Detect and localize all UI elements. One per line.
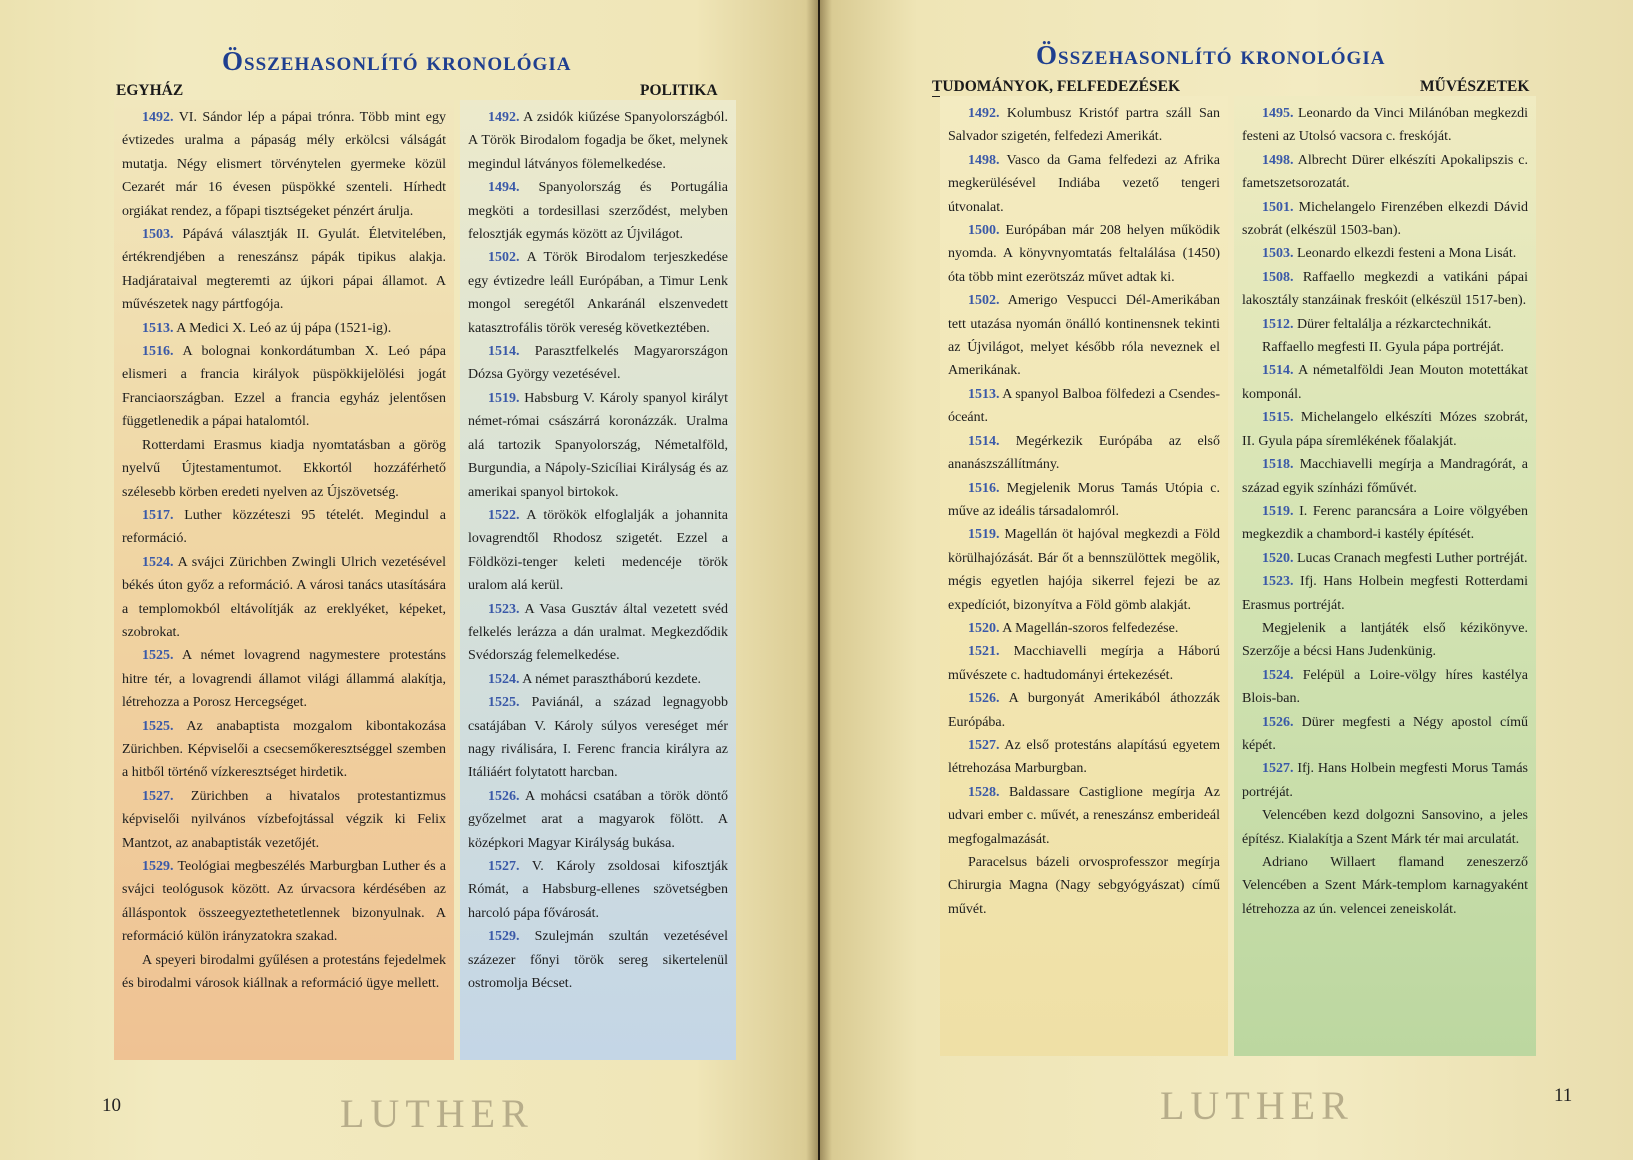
entry-text: A német parasztháború kezdete. xyxy=(519,671,702,687)
entry-text: Dürer feltalálja a rézkarctechnikát. xyxy=(1293,316,1492,332)
chronology-entry xyxy=(122,434,446,504)
entry-year: 1503. xyxy=(142,227,174,243)
chronology-entry xyxy=(948,477,1220,524)
entry-year: 1492. xyxy=(142,110,174,125)
chronology-entry xyxy=(1242,266,1528,313)
entry-year: 1526. xyxy=(1262,714,1294,730)
entry-year: 1518. xyxy=(1262,457,1294,473)
entry-text: Lucas Cranach megfesti Luther portréját. xyxy=(1293,550,1528,566)
page-number-left: 10 xyxy=(102,1095,121,1116)
entry-year: 1494. xyxy=(488,180,520,196)
entry-year: 1516. xyxy=(968,480,1000,496)
chronology-entry xyxy=(468,176,728,246)
entry-text: Magellán öt hajóval megkezdi a Föld körülhajózását. Bár őt a bennszülöttek megölik, mégis egyetlen hajója sikerrel fejezi be az expedíciót, bizonyítva a Föld gömb alakját. xyxy=(948,527,1220,613)
entry-text: Teológiai megbeszélés Marburgban Luther és a svájci teológusok között. Az úrvacsora kérdésében az álláspontok összeegyeztethetetlennek bizonyulnak. A reformáció külön irányzatokra szakad. xyxy=(122,859,446,945)
chronology-entry xyxy=(1242,406,1528,453)
entry-year: 1529. xyxy=(142,859,174,874)
chronology-entry xyxy=(948,734,1220,781)
entry-text: Michelangelo elkészíti Mózes szobrát, II. Gyula pápa síremlékének főalakját. xyxy=(1242,410,1528,449)
chronology-entry xyxy=(948,781,1220,851)
entry-text: Spanyolország és Portugália megköti a tordesillasi szerződést, melyben felosztják egymás között az Újvilágot. xyxy=(468,180,728,243)
science-column xyxy=(940,96,1228,1056)
right-page-title: Összehasonlító kronológia xyxy=(1036,40,1386,70)
chronology-entry xyxy=(1242,102,1528,149)
entry-text: Megérkezik Európába az első ananászszállítmány. xyxy=(948,433,1220,473)
entry-year: 1492. xyxy=(968,106,1000,121)
page-number-right: 11 xyxy=(1554,1085,1573,1106)
chronology-entry xyxy=(1242,757,1528,804)
entry-year: 1524. xyxy=(488,671,520,687)
entry-text: Dürer megfesti a Négy apostol című képét. xyxy=(1242,714,1528,753)
entry-text: Európában már 208 helyen működik nyomda. A könyvnyomtatás feltalálása (1450) óta több mint ezerötszáz művet adtak ki. xyxy=(948,223,1220,285)
entry-text: A zsidók kiűzése Spanyolországból. A Török Birodalom fogadja be őket, melynek megindul látványos fölemelkedése. xyxy=(468,110,728,172)
entry-year: 1492. xyxy=(488,110,520,125)
politics-column xyxy=(460,100,736,1060)
entry-text: Luther közzéteszi 95 tételét. Megindul a reformáció. xyxy=(122,507,446,547)
chronology-entry xyxy=(948,102,1220,149)
chronology-entry xyxy=(1242,617,1528,664)
entry-text: A speyeri birodalmi gyűlésen a protestáns fejedelmek és birodalmi városok kiállnak a reformáció ügye mellett. xyxy=(122,952,446,992)
chronology-entry xyxy=(1242,242,1528,265)
entry-text: Rotterdami Erasmus kiadja nyomtatásban a görög nyelvű Újtestamentumot. Ekkortól hozzáférhető szélesebb körben eredeti nyelven az Újszövetség. xyxy=(122,437,446,500)
entry-year: 1522. xyxy=(488,507,520,523)
entry-text: A mohácsi csatában a török döntő győzelmet arat a magyarok fölött. A középkori Magyar Királyság bukása. xyxy=(468,788,728,851)
chronology-entry xyxy=(122,855,446,949)
col-header-arts: MŰVÉSZETEK xyxy=(1420,78,1530,95)
entry-text: Macchiavelli megírja a Háború művészete c. hadtudományi értekezését. xyxy=(948,644,1220,683)
entry-year: 1523. xyxy=(488,601,520,617)
entry-year: 1498. xyxy=(968,152,1000,168)
entry-year: 1527. xyxy=(488,859,520,874)
entry-year: 1524. xyxy=(1262,667,1294,683)
chronology-entry xyxy=(468,785,728,855)
entry-text: A spanyol Balboa fölfedezi a Csendes-óceánt. xyxy=(948,386,1220,426)
entry-text: A német lovagrend nagymestere protestáns hitre tér, a lovagrendi államot világi állammá alakítja, létrehozza a Porosz Hercegséget. xyxy=(122,648,446,711)
entry-year: 1502. xyxy=(968,293,1000,309)
chronology-entry xyxy=(948,430,1220,477)
entry-text: Szulejmán szultán vezetésével százezer főnyi török sereg sikertelenül ostromolja Bécset. xyxy=(468,929,728,992)
chronology-entry xyxy=(1242,664,1528,711)
entry-year: 1527. xyxy=(1262,761,1294,777)
chronology-entry xyxy=(122,785,446,855)
entry-text: Raffaello megfesti II. Gyula pápa portréját. xyxy=(1262,340,1504,356)
chronology-entry xyxy=(468,340,728,387)
entry-year: 1520. xyxy=(968,620,1000,636)
book-spine-fold xyxy=(806,0,832,1160)
entry-year: 1521. xyxy=(968,644,1000,660)
entry-year: 1519. xyxy=(488,390,520,406)
entry-year: 1516. xyxy=(142,344,174,360)
col-header-church: EGYHÁZ xyxy=(116,82,184,99)
chronology-entry xyxy=(948,383,1220,430)
chronology-entry xyxy=(1242,336,1528,359)
entry-year: 1523. xyxy=(1262,574,1294,590)
entry-year: 1498. xyxy=(1262,152,1294,168)
entry-text: Habsburg V. Károly spanyol királyt német-római császárrá koronázzák. Uralma alá tartozik Spanyolország, Németalföld, Burgundia, a Nápoly-Szicíliai Királyság és az amerikai spanyol birtokok. xyxy=(468,390,728,500)
entry-text: Paviánál, a század legnagyobb csatájában V. Károly súlyos vereséget mér nagy riválisára, I. Ferenc francia királyra az Itáliáért folytatott harcban. xyxy=(468,695,728,781)
entry-text: A Magellán-szoros felfedezése. xyxy=(999,620,1179,636)
chronology-entry xyxy=(122,340,446,434)
entry-text: Parasztfelkelés Magyarországon Dózsa György vezetésével. xyxy=(468,344,728,383)
entry-year: 1512. xyxy=(1262,316,1294,332)
entry-text: Amerigo Vespucci Dél-Amerikában tett utazása nyomán önálló kontinensnek tekinti az Újvilágot, melyet később róla neveznek el Amerikának. xyxy=(948,293,1220,379)
entry-text: Macchiavelli megírja a Mandragórát, a század egyik színházi főművét. xyxy=(1242,457,1528,496)
chronology-entry xyxy=(468,598,728,668)
chronology-entry xyxy=(1242,149,1528,196)
chronology-entry xyxy=(1242,359,1528,406)
col-header-politics: POLITIKA xyxy=(640,82,718,99)
chronology-entry xyxy=(1242,804,1528,851)
entry-year: 1519. xyxy=(1262,503,1294,519)
chronology-entry xyxy=(468,106,728,176)
chronology-entry xyxy=(122,223,446,317)
entry-text: Megjelenik Morus Tamás Utópia c. műve az ideális társadalomról. xyxy=(948,480,1220,519)
chronology-entry xyxy=(122,949,446,996)
chronology-entry xyxy=(122,317,446,340)
right-page xyxy=(820,0,1633,1160)
chronology-entry xyxy=(1242,196,1528,243)
entry-year: 1514. xyxy=(968,433,1000,449)
chronology-entry xyxy=(468,855,728,925)
chronology-entry xyxy=(948,149,1220,219)
entry-text: Michelangelo Firenzében elkezdi Dávid szobrát (elkészül 1503-ban). xyxy=(1242,199,1528,239)
entry-text: Paracelsus bázeli orvosprofesszor megírja Chirurgia Magna (Nagy sebgyógyászat) című művét. xyxy=(948,855,1220,917)
chronology-entry xyxy=(1242,851,1528,921)
entry-text: A németalföldi Jean Mouton motettákat komponál. xyxy=(1242,363,1528,402)
luther-logo-left: LUTHER xyxy=(340,1091,534,1136)
chronology-entry xyxy=(948,523,1220,617)
chronology-entry xyxy=(122,504,446,551)
chronology-entry xyxy=(948,851,1220,921)
chronology-entry xyxy=(1242,570,1528,617)
entry-text: Raffaello megkezdi a vatikáni pápai lakosztály stanzáinak freskóit (elkészül 1517-ben). xyxy=(1242,269,1528,309)
entry-text: Felépül a Loire-völgy híres kastélya Blois-ban. xyxy=(1242,667,1528,707)
entry-year: 1501. xyxy=(1262,199,1294,215)
entry-text: A Vasa Gusztáv által vezetett svéd felkelés lerázza a dán uralmat. Megkezdődik Svédország felemelkedése. xyxy=(468,601,728,664)
entry-year: 1514. xyxy=(488,344,520,360)
entry-text: A Medici X. Leó az új pápa (1521-ig). xyxy=(173,320,392,336)
entry-year: 1528. xyxy=(968,784,1000,800)
entry-year: 1526. xyxy=(488,788,520,804)
entry-text: Adriano Willaert flamand zeneszerző Velencében a Szent Márk-templom karnagyaként létrehozza az ún. velencei zeneiskolát. xyxy=(1242,855,1528,917)
entry-text: Az első protestáns alapítású egyetem létrehozása Marburgban. xyxy=(948,737,1220,777)
entry-year: 1520. xyxy=(1262,550,1294,566)
entry-year: 1524. xyxy=(142,554,174,570)
chronology-entry xyxy=(948,640,1220,687)
col-header-science: TUDOMÁNYOK, FELFEDEZÉSEK xyxy=(932,78,1181,95)
entry-year: 1502. xyxy=(488,250,520,266)
chronology-entry xyxy=(948,617,1220,640)
entry-text: A törökök elfoglalják a johannita lovagrendtől Rhodosz szigetét. Ezzel a Földközi-tenger keleti medencéje török uralom alá kerül. xyxy=(468,507,728,594)
entry-text: Pápává választják II. Gyulát. Életvitelében, értékrendjében a reneszánsz pápák tipikus alakja. Hadjárataival megteremti az újkori pápai államot. A művészetek nagy pártfogója. xyxy=(122,227,446,313)
entry-text: Velencében kezd dolgozni Sansovino, a jeles építész. Kialakítja a Szent Márk tér mai arculatát. xyxy=(1242,808,1528,847)
chronology-entry xyxy=(468,387,728,504)
entry-year: 1513. xyxy=(968,386,1000,402)
entry-year: 1526. xyxy=(968,691,1000,707)
arts-column xyxy=(1234,96,1536,1056)
entry-text: A bolognai konkordátumban X. Leó pápa elismeri a francia királyok püspökkijelölési jogát Franciaországban. Ezzel a francia egyház jelentősen függetlenedik a pápai hatalomtól. xyxy=(122,344,446,430)
entry-text: Ifj. Hans Holbein megfesti Rotterdami Erasmus portréját. xyxy=(1242,574,1528,613)
entry-year: 1517. xyxy=(142,507,174,523)
entry-text: Az anabaptista mozgalom kibontakozása Zürichben. Képviselői a csecsemőkeresztséggel szemben a hitből történő vízkeresztséget hirdetik. xyxy=(122,718,446,781)
entry-year: 1515. xyxy=(1262,410,1294,426)
entry-year: 1527. xyxy=(968,737,1000,753)
chronology-entry xyxy=(122,715,446,785)
entry-text: Leonardo elkezdi festeni a Mona Lisát. xyxy=(1293,246,1517,262)
entry-year: 1527. xyxy=(142,788,174,804)
chronology-entry xyxy=(468,925,728,995)
entry-year: 1500. xyxy=(968,223,1000,239)
church-column xyxy=(114,100,454,1060)
chronology-entry xyxy=(948,219,1220,289)
chronology-entry xyxy=(1242,500,1528,547)
entry-text: I. Ferenc parancsára a Loire völgyében megkezdik a chambord-i kastély építését. xyxy=(1242,503,1528,543)
chronology-entry xyxy=(1242,453,1528,500)
chronology-entry xyxy=(468,246,728,340)
chronology-entry xyxy=(122,644,446,714)
chronology-entry xyxy=(1242,313,1528,336)
entry-text: A svájci Zürichben Zwingli Ulrich vezetésével békés úton győz a reformáció. A városi tanács utasítására a templomokból eltávolítják az ereklyéket, képeket, szobrokat. xyxy=(122,554,446,640)
entry-year: 1514. xyxy=(1262,363,1294,379)
entry-text: A Török Birodalom terjeszkedése egy évtizedre leáll Európában, a Timur Lenk mongol seregétől Ankaránál elszenvedett katasztrofális török vereség következtében. xyxy=(468,250,728,336)
chronology-entry xyxy=(1242,547,1528,570)
entry-text: Baldassare Castiglione megírja Az udvari ember c. művét, a reneszánsz emberideál megfogalmazását. xyxy=(948,784,1220,847)
entry-year: 1508. xyxy=(1262,269,1294,285)
entry-text: Ifj. Hans Holbein megfesti Morus Tamás portréját. xyxy=(1242,761,1528,800)
entry-text: Albrecht Dürer elkészíti Apokalipszis c. fametszetsorozatát. xyxy=(1242,152,1528,192)
entry-text: A burgonyát Amerikából áthozzák Európába. xyxy=(948,691,1220,730)
entry-year: 1503. xyxy=(1262,246,1294,262)
chronology-entry xyxy=(468,504,728,598)
chronology-entry xyxy=(1242,711,1528,758)
entry-year: 1529. xyxy=(488,929,520,945)
entry-year: 1525. xyxy=(488,695,520,711)
chronology-entry xyxy=(468,668,728,691)
entry-year: 1525. xyxy=(142,718,174,734)
entry-text: Zürichben a hivatalos protestantizmus képviselői nyilvános vízbefojtással végzik ki Felix Mantzot, az anabaptisták vezetőjét. xyxy=(122,788,446,851)
entry-text: Leonardo da Vinci Milánóban megkezdi festeni az Utolsó vacsora c. freskóját. xyxy=(1242,106,1528,145)
luther-logo-right: LUTHER xyxy=(1160,1083,1354,1128)
chronology-entry xyxy=(122,106,446,223)
entry-year: 1519. xyxy=(968,527,1000,543)
entry-text: V. Károly zsoldosai kifosztják Rómát, a Habsburg-ellenes szövetségben harcoló pápa fővárosát. xyxy=(468,859,728,921)
chronology-entry xyxy=(122,551,446,645)
entry-year: 1513. xyxy=(142,320,174,336)
chronology-entry xyxy=(948,687,1220,734)
entry-year: 1495. xyxy=(1262,106,1294,121)
entry-text: VI. Sándor lép a pápai trónra. Több mint egy évtizedes uralma a pápaság mély erkölcsi válságát mutatja. Négy elismert törvénytelen gyermeke közül Cezarét már 16 évesen püspökké szenteli. Hírhedt orgiákat rendez, a főpapi tisztségeket pénzért árulja. xyxy=(122,110,446,219)
entry-year: 1525. xyxy=(142,648,174,664)
entry-text: Megjelenik a lantjáték első kézikönyve. Szerzője a bécsi Hans Judenkünig. xyxy=(1242,620,1528,660)
entry-text: Vasco da Gama felfedezi az Afrika megkerülésével Indiába vezető tengeri útvonalat. xyxy=(948,152,1220,215)
chronology-entry xyxy=(948,289,1220,383)
entry-text: Kolumbusz Kristóf partra száll San Salvador szigetén, felfedezi Amerikát. xyxy=(948,106,1220,145)
left-page-title: Összehasonlító kronológia xyxy=(222,46,572,76)
chronology-entry xyxy=(468,691,728,785)
